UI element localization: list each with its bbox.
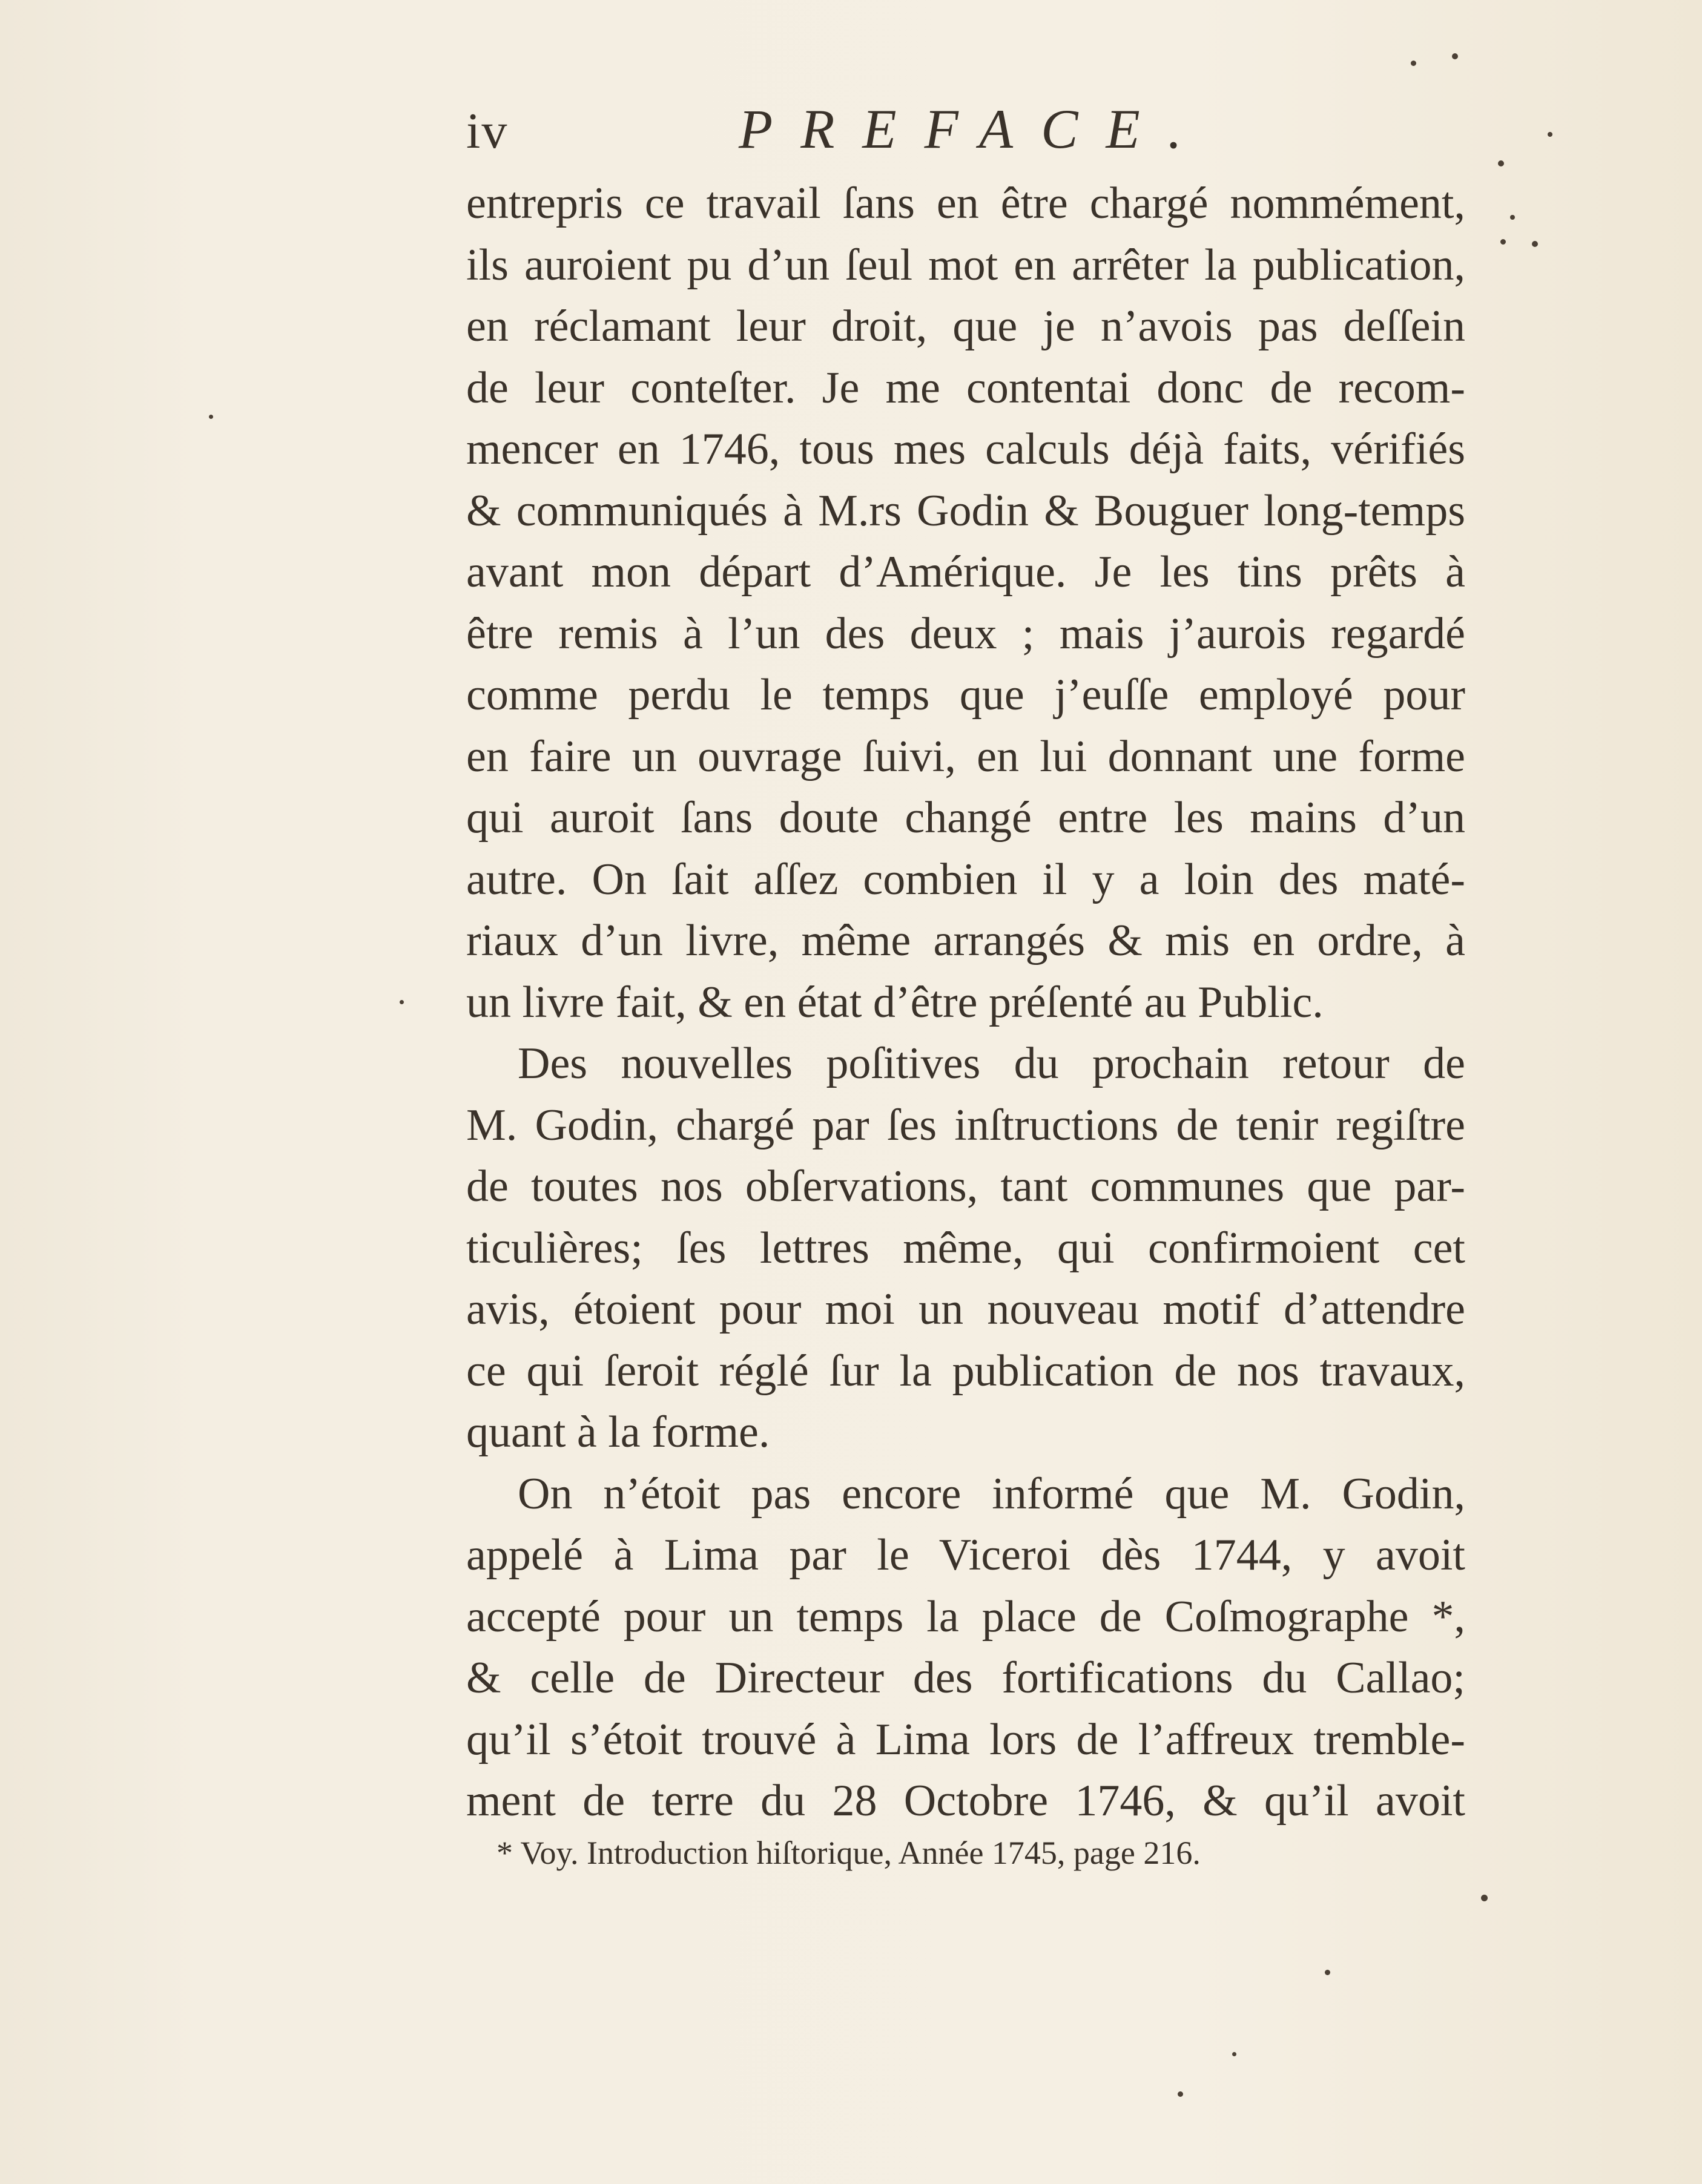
text-line: être remis à l’un des deux ; mais j’aurois regardé <box>466 608 1465 659</box>
paper-speck <box>1510 215 1515 220</box>
text-line: en réclamant leur droit, que je n’avois pas deſſein <box>466 301 1465 351</box>
paper-speck <box>1481 1895 1488 1901</box>
paper-speck <box>400 1000 404 1004</box>
running-title: PREFACE. <box>739 98 1210 160</box>
text-line: riaux d’un livre, même arrangés & mis en ordre, à <box>466 916 1465 965</box>
paper-speck <box>1325 1970 1330 1975</box>
paper-speck <box>209 415 213 419</box>
text-line: autre. On ſait aſſez combien il y a loin des maté- <box>466 854 1465 904</box>
text-line: mencer en 1746, tous mes calculs déjà faits, vérifiés <box>466 424 1465 474</box>
text-line: de toutes nos obſervations, tant communes que par- <box>466 1162 1465 1211</box>
text-line: Des nouvelles poſitives du prochain retour de <box>518 1039 1465 1088</box>
text-line: entrepris ce travail ſans en être chargé nommément, <box>466 179 1465 228</box>
paper-speck <box>1532 241 1538 247</box>
text-line: un livre fait, & en état d’être préſenté au Public. <box>466 977 1324 1027</box>
text-line: de leur conteſter. Je me contentai donc de recom- <box>466 363 1465 413</box>
body-text <box>466 173 1465 1832</box>
text-line: On n’étoit pas encore informé que M. Godin, <box>518 1469 1465 1519</box>
text-line: qui auroit ſans doute changé entre les mains d’un <box>466 793 1465 843</box>
footnote: * Voy. Introduction hiſtorique, Année 1745, page 216. <box>496 1835 1201 1871</box>
text-line: M. Godin, chargé par ſes inſtructions de tenir regiſtre <box>466 1100 1465 1150</box>
text-line: ment de terre du 28 Octobre 1746, & qu’il avoit <box>466 1776 1465 1826</box>
text-line: quant à la forme. <box>466 1407 770 1457</box>
text-line: appelé à Lima par le Viceroi dès 1744, y avoit <box>466 1530 1465 1580</box>
text-line: & celle de Directeur des fortifications du Callao; <box>466 1653 1465 1703</box>
paper-speck <box>1498 160 1504 166</box>
paper-speck <box>1232 2052 1236 2056</box>
text-line: qu’il s’étoit trouvé à Lima lors de l’affreux tremble- <box>466 1714 1465 1765</box>
text-line: & communiqués à M.rs Godin & Bouguer long-temps <box>466 485 1465 536</box>
text-line: avis, étoient pour moi un nouveau motif d’attendre <box>466 1284 1465 1334</box>
text-line: accepté pour un temps la place de Coſmographe *, <box>466 1591 1465 1642</box>
text-line: ils auroient pu d’un ſeul mot en arrêter la publication, <box>466 240 1465 290</box>
running-head <box>466 97 1210 163</box>
text-line: en faire un ouvrage ſuivi, en lui donnant une forme <box>466 731 1465 781</box>
paper-speck <box>1500 239 1506 245</box>
page-number: iv <box>466 103 509 159</box>
paper-speck <box>1452 53 1458 59</box>
paper-speck <box>1411 61 1416 66</box>
text-line: comme perdu le temps que j’euſſe employé pour <box>466 670 1465 720</box>
text-line: ce qui ſeroit réglé ſur la publication de nos travaux, <box>466 1346 1465 1396</box>
paper-speck <box>1548 132 1552 137</box>
text-line: avant mon départ d’Amérique. Je les tins prêts à <box>466 547 1465 597</box>
text-line: ticulières; ſes lettres même, qui confirmoient cet <box>466 1223 1465 1273</box>
paper-speck <box>1178 2091 1183 2097</box>
